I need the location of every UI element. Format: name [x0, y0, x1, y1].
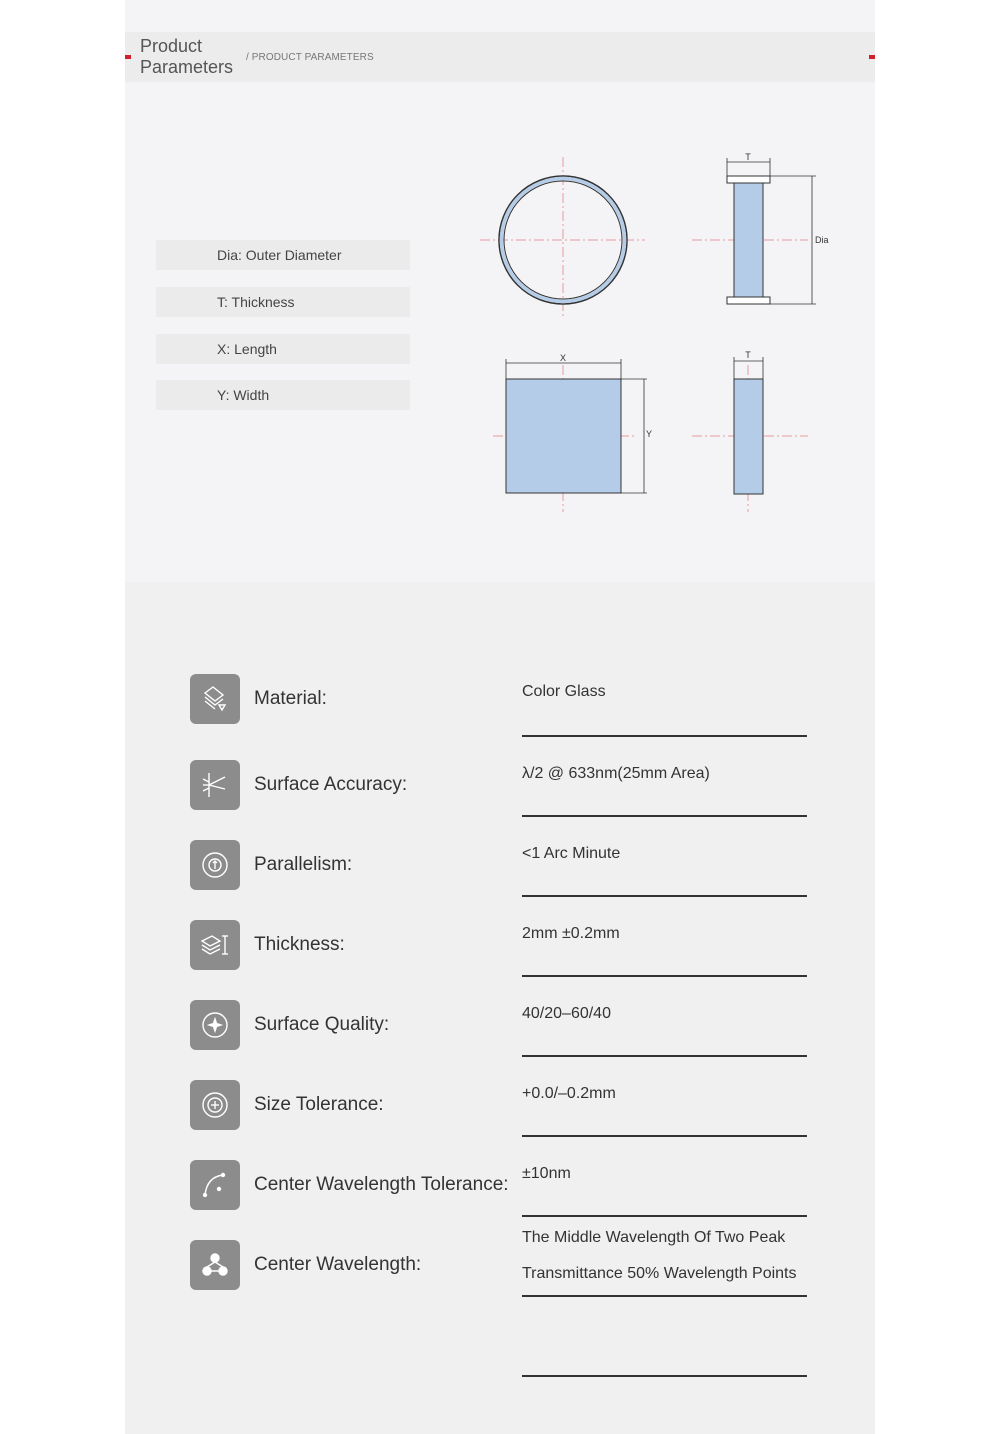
- param-underline: [522, 1215, 807, 1217]
- param-label: Center Wavelength Tolerance:: [254, 1174, 509, 1195]
- parallelism-icon: [190, 840, 240, 890]
- section-title: Product Parameters: [140, 36, 234, 77]
- center-wavelength-icon: [190, 1240, 240, 1290]
- param-value: +0.0/–0.2mm: [522, 1085, 616, 1102]
- param-value: λ/2 @ 633nm(25mm Area): [522, 765, 710, 782]
- section-subtitle: / PRODUCT PARAMETERS: [246, 52, 374, 63]
- param-label: Thickness:: [254, 934, 345, 955]
- param-label: Center Wavelength:: [254, 1254, 422, 1275]
- param-value-line: Transmittance 50% Wavelength Points: [522, 1265, 797, 1282]
- param-underline: [522, 735, 807, 737]
- param-underline: [522, 1135, 807, 1137]
- param-underline: [522, 1295, 807, 1297]
- param-value: ±10nm: [522, 1165, 571, 1182]
- round-side-view: [692, 152, 829, 304]
- legend-length: X: Length: [156, 334, 410, 364]
- label-t-round: T: [745, 152, 751, 162]
- legend-width: Y: Width: [156, 380, 410, 410]
- param-value: <1 Arc Minute: [522, 845, 621, 862]
- param-value: Color Glass: [522, 683, 606, 700]
- param-label: Surface Quality:: [254, 1014, 390, 1035]
- label-x: X: [559, 353, 567, 363]
- dimension-drawings: [0, 0, 1000, 600]
- param-value: 2mm ±0.2mm: [522, 925, 620, 942]
- param-underline: [522, 895, 807, 897]
- thickness-icon: [190, 920, 240, 970]
- size-tolerance-icon: [190, 1080, 240, 1130]
- param-label: Surface Accuracy:: [254, 774, 408, 795]
- param-value: [522, 1220, 807, 1292]
- param-value-line: The Middle Wavelength Of Two Peak: [522, 1229, 786, 1246]
- param-underline: [522, 815, 807, 817]
- param-label: Material:: [254, 688, 327, 709]
- param-value: 40/20–60/40: [522, 1005, 611, 1022]
- param-label: Parallelism:: [254, 854, 353, 875]
- label-y: Y: [646, 429, 653, 439]
- param-underline: [522, 975, 807, 977]
- parameters-section: [125, 582, 875, 1434]
- label-dia: Dia: [815, 235, 829, 245]
- legend-dia: Dia: Outer Diameter: [156, 240, 410, 270]
- surface-accuracy-icon: [190, 760, 240, 810]
- square-side-view: [692, 350, 808, 512]
- round-front-view: [480, 157, 645, 318]
- square-front-view: [493, 353, 652, 512]
- param-label: Size Tolerance:: [254, 1094, 384, 1115]
- wavelength-tolerance-icon: [190, 1160, 240, 1210]
- label-t-square: T: [745, 350, 751, 360]
- legend-thickness: T: Thickness: [156, 287, 410, 317]
- param-underline: [522, 1055, 807, 1057]
- surface-quality-icon: [190, 1000, 240, 1050]
- param-underline-extra: [522, 1375, 807, 1377]
- material-icon: [190, 674, 240, 724]
